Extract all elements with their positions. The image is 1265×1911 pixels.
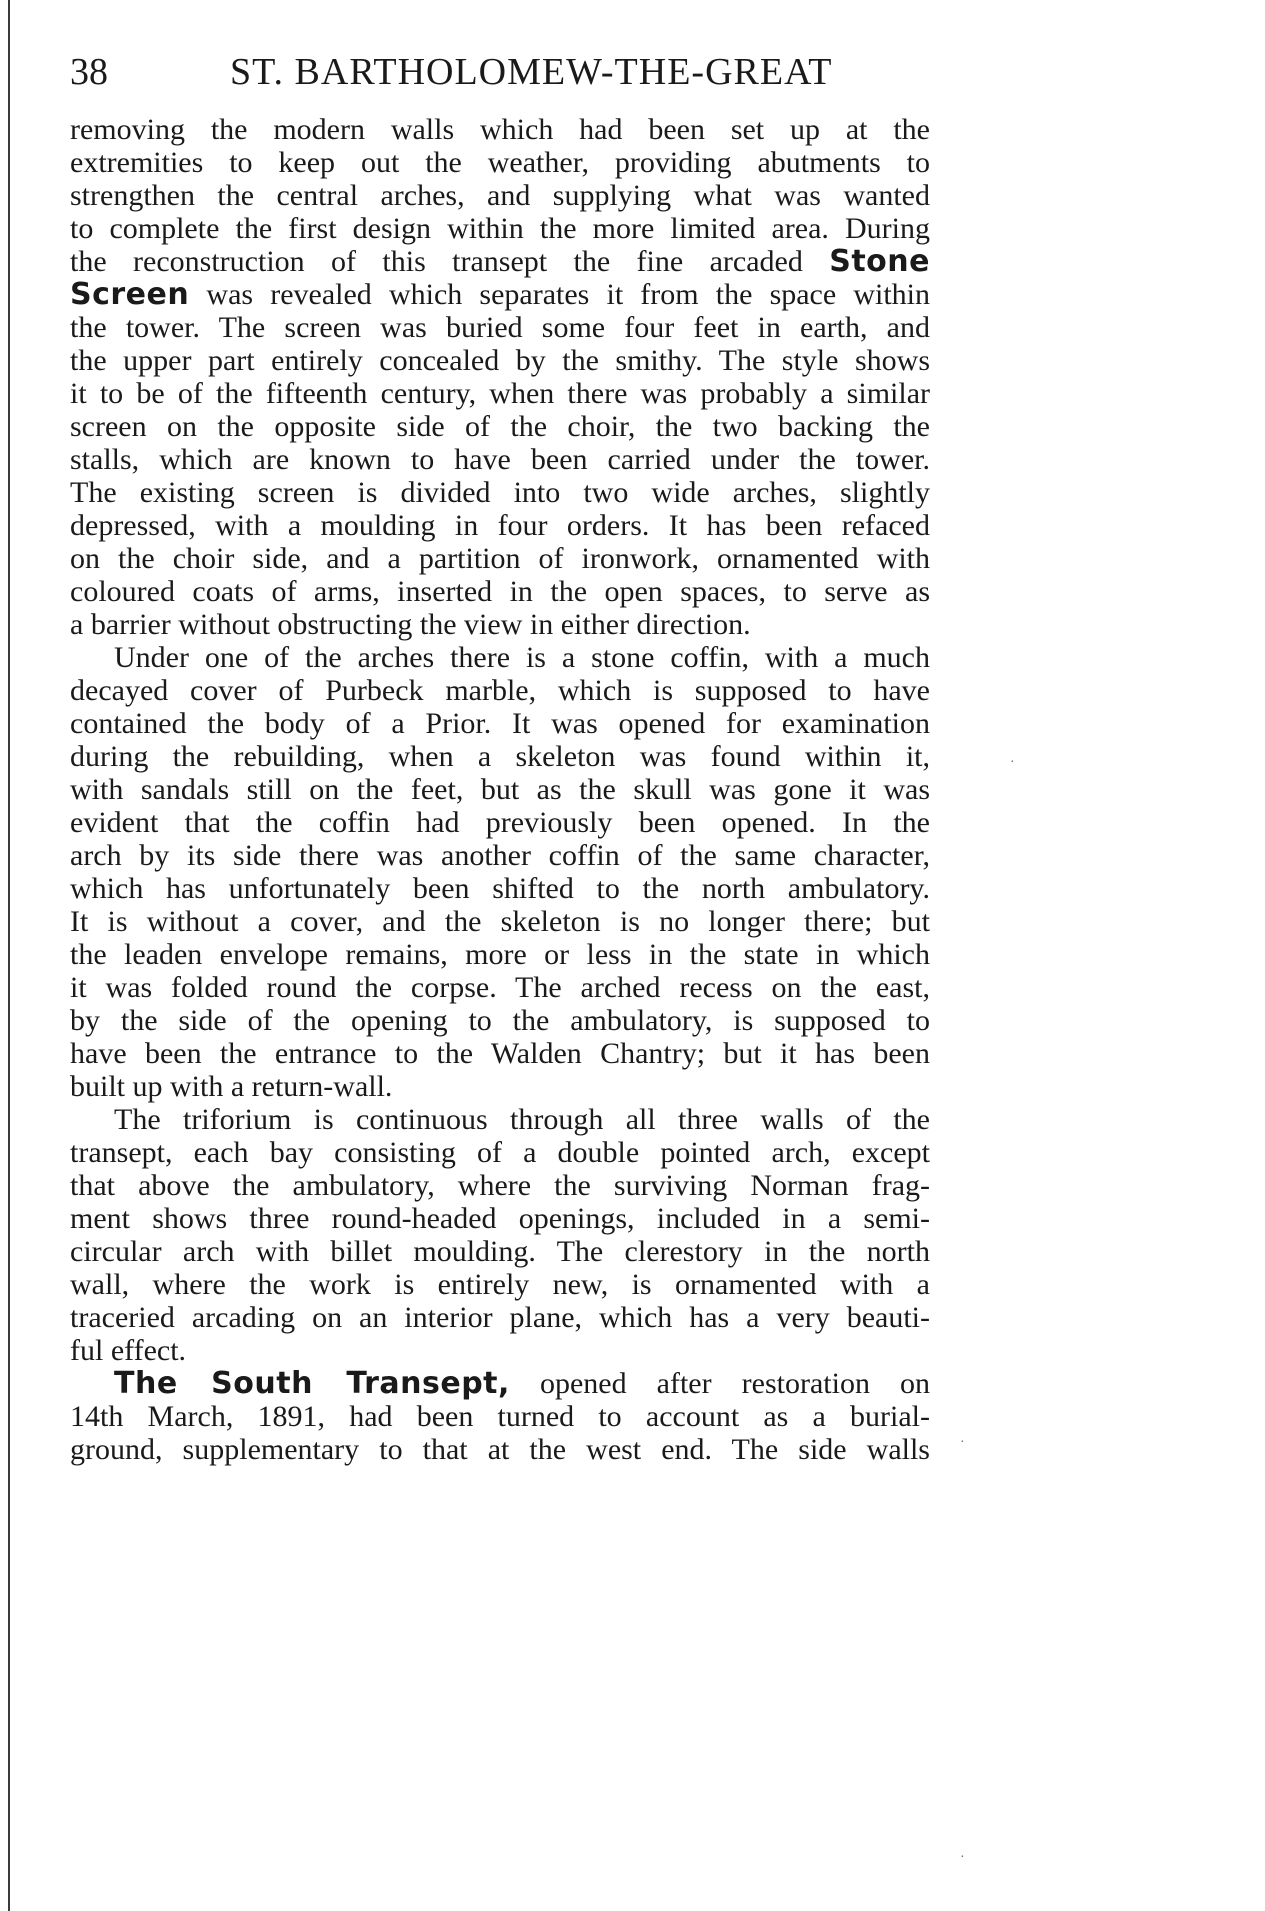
text-run: the reconstruction of this transept the fine arcaded [70, 245, 803, 278]
text-line: by the side of the opening to the ambulatory, is supposed to [70, 1004, 930, 1037]
text-line: stalls, which are known to have been carried under the tower. [70, 443, 930, 476]
running-title: ST. BARTHOLOMEW-THE-GREAT [230, 51, 833, 93]
margin-speck: · [1010, 755, 1015, 770]
page-edge-line [8, 0, 10, 1911]
text-line: during the rebuilding, when a skeleton was found within it, [70, 740, 930, 773]
text-line: The triforium is continuous through all three walls of the [114, 1103, 930, 1136]
text-line: Under one of the arches there is a stone coffin, with a much [114, 641, 930, 674]
text-line: the upper part entirely concealed by the smithy. The style shows [70, 344, 930, 377]
text-line: 14th March, 1891, had been turned to account as a burial- [70, 1400, 930, 1433]
text-line: removing the modern walls which had been set up at the [70, 113, 930, 146]
margin-speck: · [960, 1435, 965, 1450]
text-line: built up with a return-wall. [70, 1070, 393, 1103]
text-line: screen on the opposite side of the choir, the two backing the [70, 410, 930, 443]
south-transept-heading: The South Transept, [114, 1366, 510, 1401]
text-line: circular arch with billet moulding. The clerestory in the north [70, 1235, 930, 1268]
body-text [70, 113, 930, 1466]
text-line: which has unfortunately been shifted to the north ambulatory. [70, 872, 930, 905]
text-line: coloured coats of arms, inserted in the open spaces, to serve as [70, 575, 930, 608]
text-line: traceried arcading on an interior plane, which has a very beauti- [70, 1301, 930, 1334]
text-line: extremities to keep out the weather, providing abutments to [70, 146, 930, 179]
text-line [70, 245, 930, 278]
stone-heading: Stone [829, 244, 930, 279]
text-line: ment shows three round-headed openings, included in a semi- [70, 1202, 930, 1235]
text-line: decayed cover of Purbeck marble, which is supposed to have [70, 674, 930, 707]
text-line: on the choir side, and a partition of ironwork, ornamented with [70, 542, 930, 575]
text-line [70, 278, 930, 311]
text-line: to complete the first design within the more limited area. During [70, 212, 930, 245]
text-line: ful effect. [70, 1334, 187, 1367]
text-line: It is without a cover, and the skeleton is no longer there; but [70, 905, 930, 938]
text-line: a barrier without obstructing the view in either direction. [70, 608, 751, 641]
text-line: The existing screen is divided into two wide arches, slightly [70, 476, 930, 509]
text-line: that above the ambulatory, where the surviving Norman frag- [70, 1169, 930, 1202]
text-line: it was folded round the corpse. The arched recess on the east, [70, 971, 930, 1004]
text-line: transept, each bay consisting of a double pointed arch, except [70, 1136, 930, 1169]
page-number: 38 [70, 51, 108, 93]
screen-heading: Screen [70, 277, 190, 312]
text-line: depressed, with a moulding in four orders. It has been refaced [70, 509, 930, 542]
text-line: the leaden envelope remains, more or less in the state in which [70, 938, 930, 971]
text-line: ground, supplementary to that at the west end. The side walls [70, 1433, 930, 1466]
text-line: with sandals still on the feet, but as the skull was gone it was [70, 773, 930, 806]
page-header [70, 50, 940, 100]
text-line [70, 1367, 930, 1400]
text-line: have been the entrance to the Walden Chantry; but it has been [70, 1037, 930, 1070]
text-line: the tower. The screen was buried some four feet in earth, and [70, 311, 930, 344]
text-line: wall, where the work is entirely new, is ornamented with a [70, 1268, 930, 1301]
text-run: was revealed which separates it from the space within [206, 278, 931, 311]
text-line: arch by its side there was another coffin of the same character, [70, 839, 930, 872]
text-line: contained the body of a Prior. It was opened for examination [70, 707, 930, 740]
text-run: opened after restoration on [539, 1367, 931, 1400]
text-line: it to be of the fifteenth century, when there was probably a similar [70, 377, 930, 410]
text-line: evident that the coffin had previously been opened. In the [70, 806, 930, 839]
text-line: strengthen the central arches, and supplying what was wanted [70, 179, 930, 212]
margin-speck: · [960, 1850, 965, 1865]
